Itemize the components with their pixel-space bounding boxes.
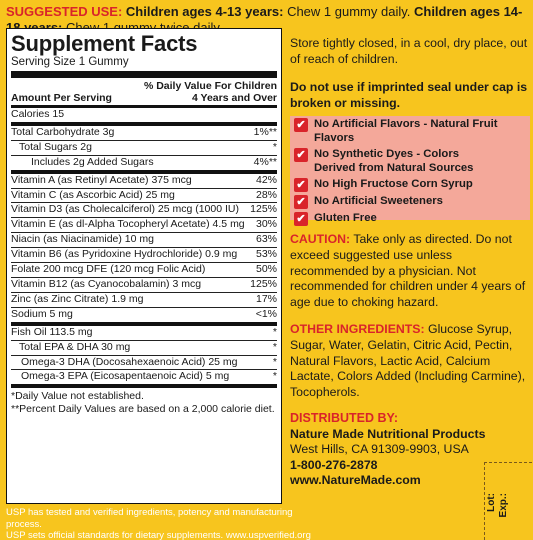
claim-item (294, 195, 530, 209)
nutrient-row (11, 263, 277, 278)
facts-title: Supplement Facts (11, 31, 198, 56)
dv-header-line-2: 4 Years and Over (191, 92, 277, 104)
claim-text: No Synthetic Dyes - Colors Derived from Natural Sources (314, 148, 474, 174)
distributor-phone: 1-800-276-2878 (290, 457, 378, 472)
nutrient-name: Total EPA & DHA 30 mg (19, 340, 131, 353)
nutrient-name: Calories 15 (11, 108, 65, 120)
dosage-1: Chew 1 gummy daily. (283, 4, 414, 19)
checkmark-icon: ✔ (294, 212, 308, 226)
suggested-use-label: SUGGESTED USE: (6, 4, 123, 19)
distributor-address: West Hills, CA 91309-9903, USA (290, 442, 469, 457)
nutrient-name: Includes 2g Added Sugars (31, 155, 154, 168)
claim-item (294, 178, 530, 192)
nutrient-dv: 28% (255, 188, 277, 201)
nutrient-dv: * (272, 370, 277, 383)
nutrient-dv: * (272, 140, 277, 153)
nutrient-row (11, 356, 277, 371)
nutrient-name: Vitamin C (as Ascorbic Acid) 25 mg (11, 188, 175, 201)
nutrient-row (11, 341, 277, 356)
nutrient-dv: 63% (255, 233, 277, 246)
usp-line-2: USP sets official standards for dietary supplements. www.uspverified.org (6, 530, 311, 540)
dv-header-line-1: % Daily Value For Children (143, 80, 277, 92)
seal-warning: Do not use if imprinted seal under cap is broken or missing. (290, 80, 528, 110)
nutrient-dv: 125% (250, 203, 277, 216)
nutrient-dv: 30% (255, 218, 277, 231)
distributor-company: Nature Made Nutritional Products (290, 426, 486, 441)
other-ingredients (290, 322, 530, 401)
claim-text: No Artificial Sweeteners (314, 195, 443, 207)
supplement-facts-panel (6, 28, 282, 504)
nutrient-name: Sodium 5 mg (11, 307, 73, 320)
nutrient-row (11, 141, 277, 156)
serving-size: Serving Size 1 Gummy (11, 56, 277, 78)
nutrient-dv: 53% (255, 248, 277, 261)
dv-header (144, 80, 277, 104)
other-ingredients-label: OTHER INGREDIENTS: (290, 322, 425, 336)
nutrient-dv: * (272, 325, 277, 338)
claims-box (290, 116, 530, 225)
nutrient-dv: 50% (255, 263, 277, 276)
claim-text: No Artificial Flavors - Natural Fruit Flavors (314, 118, 498, 144)
facts-footnotes (11, 388, 277, 416)
nutrient-dv: <1% (255, 307, 277, 320)
nutrient-name: Omega-3 DHA (Docosahexaenoic Acid) 25 mg (21, 355, 238, 368)
nutrient-row (11, 278, 277, 293)
distributor-website: www.NatureMade.com (290, 473, 421, 488)
exp-label: Exp.: (498, 493, 509, 518)
footnote-dv-not-established: *Daily Value not established. (11, 390, 144, 403)
nutrient-dv: 125% (250, 277, 277, 290)
nutrient-name: Niacin (as Niacinamide) 10 mg (11, 233, 154, 246)
lot-exp-box (484, 462, 532, 540)
nutrient-row (11, 326, 277, 341)
claim-item (294, 118, 530, 145)
checkmark-icon: ✔ (294, 178, 308, 192)
claim-text: Gluten Free (314, 212, 377, 224)
checkmark-icon: ✔ (294, 195, 308, 209)
nutrient-dv: 17% (255, 292, 277, 305)
nutrient-name: Total Carbohydrate 3g (11, 125, 115, 138)
nutrient-row (11, 308, 277, 326)
nutrient-dv: * (272, 355, 277, 368)
nutrient-dv: * (272, 340, 277, 353)
nutrient-row (11, 156, 277, 174)
caution-text: Take only as directed. Do not exceed suggested use unless recommended by a physician. Not recommended for children under 4 years of age due to choking hazard. (290, 232, 526, 310)
nutrient-name: Fish Oil 113.5 mg (11, 325, 93, 338)
storage-instructions: Store tightly closed, in a cool, dry place, out of reach of children. (290, 36, 528, 66)
nutrient-name: Total Sugars 2g (19, 140, 92, 153)
nutrient-row (11, 218, 277, 233)
age-group-2: Children ages 14- (413, 4, 523, 19)
claim-text: No High Fructose Corn Syrup (314, 178, 473, 190)
nutrient-row (11, 370, 277, 388)
nutrient-row (11, 189, 277, 204)
nutrient-dv: 4%** (253, 155, 277, 168)
caution-label: CAUTION: (290, 232, 351, 246)
nutrient-row (11, 174, 277, 189)
nutrient-name: Vitamin B6 (as Pyridoxine Hydrochloride) 0.9 mg (11, 248, 238, 261)
age-group-1: Children ages 4-13 years: (125, 4, 284, 19)
nutrient-name: Vitamin B12 (as Cyanocobalamin) 3 mcg (11, 277, 202, 290)
nutrient-row (11, 293, 277, 308)
distributor-label: DISTRIBUTED BY: (290, 411, 399, 425)
nutrient-name: Vitamin E (as dl-Alpha Tocopheryl Acetate) 4.5 mg (11, 218, 245, 231)
usp-line-1: USP has tested and verified ingredients, potency and manufacturing process. (6, 507, 293, 530)
nutrient-name: Vitamin D3 (as Cholecalciferol) 25 mcg (1000 IU) (11, 203, 239, 216)
other-ingredients-text: Glucose Syrup, Sugar, Water, Gelatin, Citric Acid, Pectin, Natural Flavors, Lactic Acid, Calcium Lactate, Colors Added (Including Carmine), Tocopherols. (290, 322, 526, 400)
nutrient-row (11, 126, 277, 141)
facts-header (11, 78, 277, 108)
nutrient-name: Omega-3 EPA (Eicosapentaenoic Acid) 5 mg (21, 370, 230, 383)
footnote-calorie-diet: **Percent Daily Values are based on a 2,000 calorie diet. (11, 403, 275, 416)
caution-statement (290, 232, 530, 311)
checkmark-icon: ✔ (294, 118, 308, 132)
nutrient-name: Folate 200 mcg DFE (120 mcg Folic Acid) (11, 263, 206, 276)
nutrient-row (11, 203, 277, 218)
nutrient-dv: 42% (255, 173, 277, 186)
usp-statement (6, 507, 316, 540)
nutrient-row (11, 248, 277, 263)
nutrient-row (11, 233, 277, 248)
nutrient-row (11, 108, 277, 126)
checkmark-icon: ✔ (294, 148, 308, 162)
claim-item (294, 212, 530, 226)
nutrient-name: Vitamin A (as Retinyl Acetate) 375 mcg (11, 173, 192, 186)
amount-header: Amount Per Serving (11, 92, 112, 104)
lot-label: Lot: (486, 493, 497, 512)
claim-item (294, 148, 484, 175)
nutrient-name: Zinc (as Zinc Citrate) 1.9 mg (11, 292, 144, 305)
nutrient-dv: 1%** (253, 125, 277, 138)
